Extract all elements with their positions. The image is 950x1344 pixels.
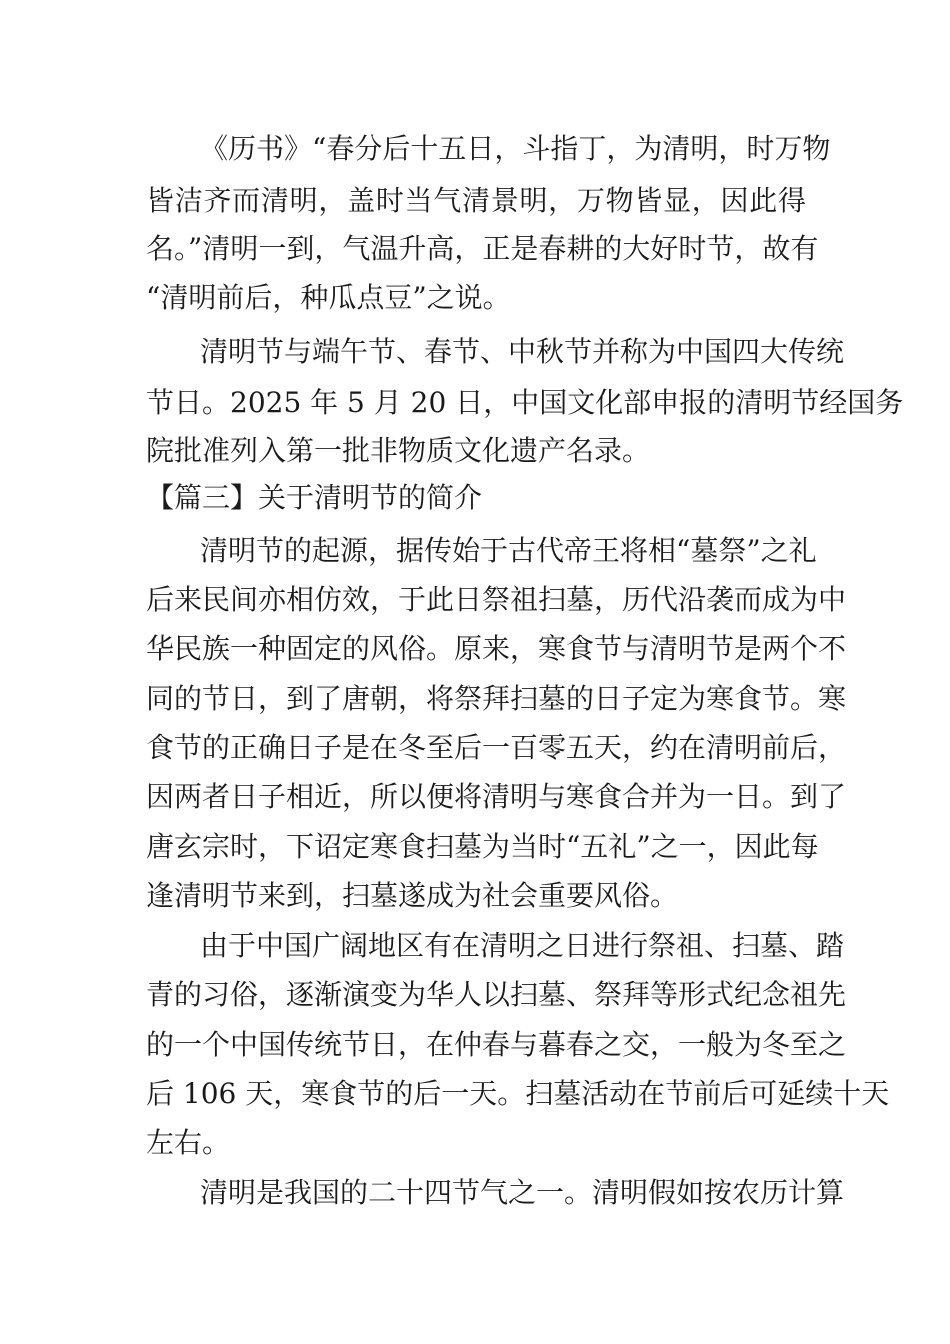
paragraph-line: 名。”清明一到，气温升高，正是春耕的大好时节，故有 [146, 232, 819, 265]
paragraph-line: 青的习俗，逐渐演变为华人以扫墓、祭拜等形式纪念祖先 [146, 978, 847, 1011]
paragraph-line: 节日。2025 年 5 月 20 日，中国文化部申报的清明节经国务 [146, 386, 904, 419]
paragraph-line: 由于中国广阔地区有在清明之日进行祭祖、扫墓、踏 [200, 929, 845, 962]
paragraph-line: 的一个中国传统节日，在仲春与暮春之交，一般为冬至之 [146, 1028, 847, 1061]
paragraph-line: 皆洁齐而清明，盖时当气清景明，万物皆显，因此得 [146, 184, 806, 217]
paragraph-line: 唐玄宗时，下诏定寒食扫墓为当时“五礼”之一，因此每 [146, 830, 819, 863]
paragraph-line: 华民族一种固定的风俗。原来，寒食节与清明节是两个不 [146, 632, 847, 665]
section-heading: 【篇三】关于清明节的简介 [146, 481, 483, 514]
paragraph-line: 清明是我国的二十四节气之一。清明假如按农历计算 [200, 1176, 845, 1209]
paragraph-line: 院批准列入第一批非物质文化遗产名录。 [146, 434, 651, 467]
paragraph-line: 《历书》“春分后十五日，斗指丁，为清明，时万物 [200, 132, 831, 165]
paragraph-line: 清明节的起源，据传始于古代帝王将相“墓祭”之礼 [200, 534, 817, 567]
paragraph-line: “清明前后，种瓜点豆”之说。 [146, 281, 511, 314]
paragraph-line: 逢清明节来到，扫墓遂成为社会重要风俗。 [146, 879, 679, 912]
paragraph-line: 因两者日子相近，所以便将清明与寒食合并为一日。到了 [146, 780, 847, 813]
paragraph-line: 食节的正确日子是在冬至后一百零五天，约在清明前后， [146, 731, 847, 764]
paragraph-line: 清明节与端午节、春节、中秋节并称为中国四大传统 [200, 335, 845, 368]
paragraph-line: 后来民间亦相仿效，于此日祭祖扫墓，历代沿袭而成为中 [146, 583, 847, 616]
paragraph-line: 同的节日，到了唐朝，将祭拜扫墓的日子定为寒食节。寒 [146, 682, 847, 715]
paragraph-line: 后 106 天，寒食节的后一天。扫墓活动在节前后可延续十天 [146, 1077, 890, 1110]
paragraph-line: 左右。 [146, 1126, 231, 1159]
